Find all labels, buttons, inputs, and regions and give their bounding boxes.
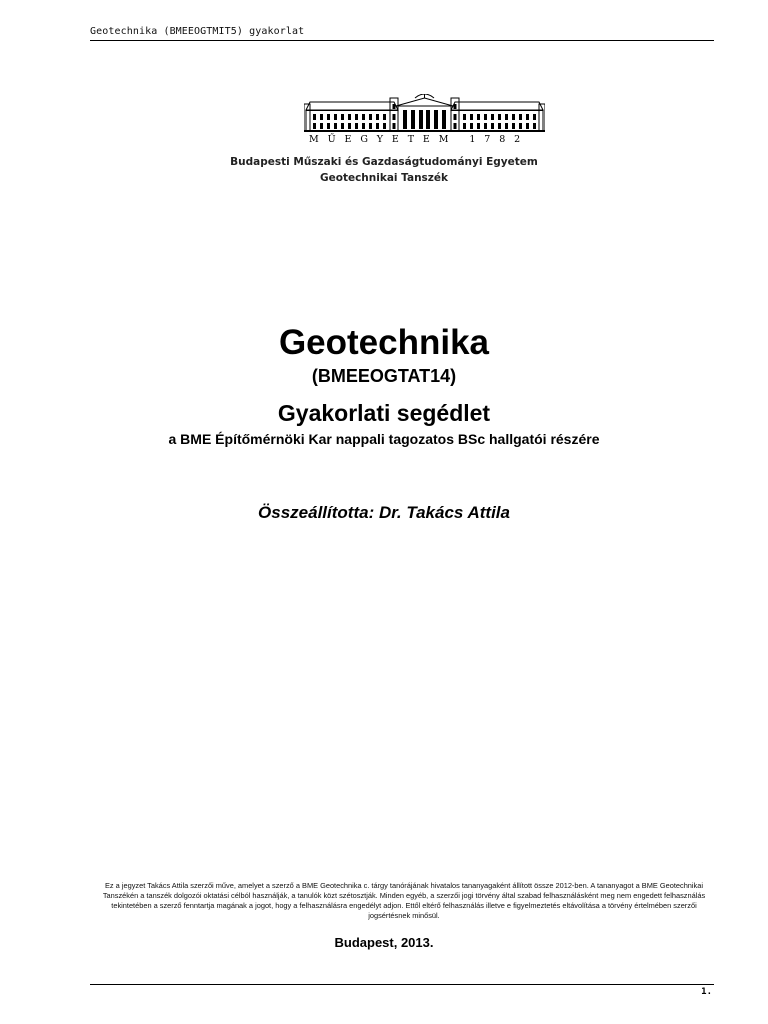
- copyright-notice: Ez a jegyzet Takács Attila szerzői műve, amelyet a szerző a BME Geotechnika c. tárgy tanórájának hivatalos tananyagaként állított össze 2012-ben. A tananyagot a BME Geotechnikai Tanszékén a tanszék dolgozói oktatási célból használják, a tanulók közt szétosztják. Minden egyéb, a szerzői jogi törvény által szabad felhasználásként meg nem engedett felhasználás tekintetében a szerző fenntartja magának a jogot, hogy a felhasználásra engedélyt adjon. Ettől eltérő felhasználás illetve e figyelmeztetés eltávolítása a törvény értelmében szerzői jogsértésnek minősül.: [102, 881, 706, 920]
- header-divider: [90, 40, 714, 41]
- running-header: Geotechnika (BMEEOGTMIT5) gyakorlat: [90, 26, 305, 37]
- logo-caption: MŰEGYETEM 1782: [309, 134, 530, 145]
- university-name: Budapesti Műszaki és Gazdaságtudományi Egyetem: [230, 156, 538, 168]
- document-subtitle: Gyakorlati segédlet: [277, 400, 491, 426]
- place-and-date: Budapest, 2013.: [334, 935, 434, 950]
- target-audience: a BME Építőmérnöki Kar nappali tagozatos BSc hallgatói részére: [168, 431, 600, 447]
- document-title: Geotechnika: [278, 323, 490, 362]
- compiled-by: Összeállította: Dr. Takács Attila: [258, 503, 510, 522]
- department-name: Geotechnikai Tanszék: [319, 172, 449, 184]
- footer-divider: [90, 984, 714, 985]
- course-code: (BMEEOGTAT14): [311, 366, 457, 386]
- page-number: 1.: [701, 987, 712, 997]
